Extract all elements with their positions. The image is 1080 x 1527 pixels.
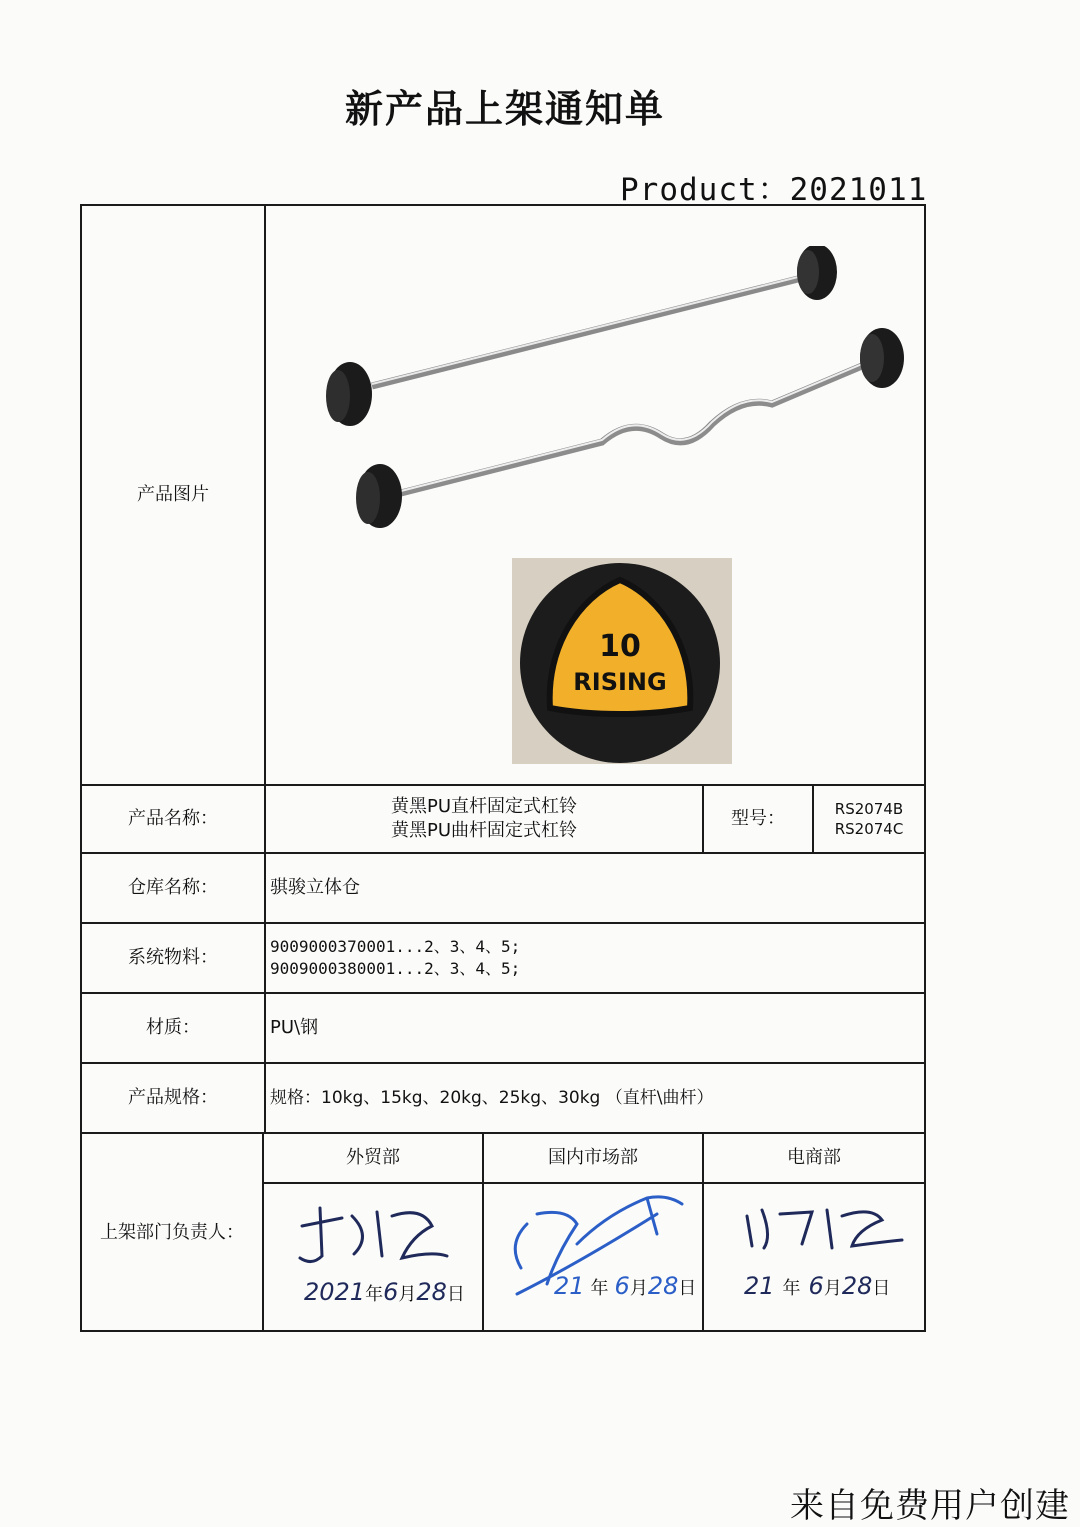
date-year: 2021 <box>304 1278 366 1306</box>
date-year: 21 <box>744 1272 775 1300</box>
product-name-label: 产品名称： <box>128 807 218 829</box>
spec-label: 产品规格： <box>128 1086 218 1108</box>
plate-closeup-photo <box>512 558 732 764</box>
date-ecommerce <box>744 1272 890 1300</box>
date-day: 28 <box>841 1272 873 1300</box>
model-straight: RS2074B <box>834 799 904 818</box>
date-foreign-trade <box>304 1278 465 1306</box>
material-code-curl: 9009000380001...2、3、4、5; <box>270 959 521 978</box>
dept-ecommerce: 电商部 <box>787 1146 841 1168</box>
date-year-char: 年 <box>590 1278 609 1299</box>
material-code-straight: 9009000370001...2、3、4、5; <box>270 937 521 957</box>
date-month: 6 <box>808 1272 824 1300</box>
date-month-char: 月 <box>823 1278 842 1299</box>
barbell-photo <box>302 246 922 556</box>
model-curl: RS2074C <box>834 820 904 838</box>
product-name-curl: 黄黑PU曲杆固定式杠铃 <box>390 820 578 841</box>
notice-table <box>80 204 926 1332</box>
footer-watermark: 来自免费用户创建 <box>790 1486 1070 1526</box>
signature-ecommerce <box>732 1196 922 1256</box>
signoff-label: 上架部门负责人： <box>100 1221 244 1243</box>
product-number: Product：2021011 <box>620 172 928 208</box>
plate-brand: RISING <box>573 668 667 696</box>
date-month: 6 <box>614 1272 630 1300</box>
warehouse-value: 骐骏立体仓 <box>270 876 360 898</box>
signature-foreign-trade <box>282 1196 472 1276</box>
date-year: 21 <box>554 1272 585 1300</box>
date-year-char: 年 <box>782 1278 801 1299</box>
date-month-char: 月 <box>398 1284 417 1305</box>
product-name-straight: 黄黑PU直杆固定式杠铃 <box>390 795 578 817</box>
date-day-char: 日 <box>446 1284 465 1305</box>
date-month: 6 <box>383 1278 399 1306</box>
dept-domestic-market: 国内市场部 <box>548 1146 638 1168</box>
material-value: PU\钢 <box>270 1016 319 1038</box>
date-day-char: 日 <box>678 1278 697 1299</box>
date-month-char: 月 <box>629 1278 648 1299</box>
date-domestic-market <box>554 1272 696 1300</box>
date-year-char: 年 <box>365 1284 384 1305</box>
date-day-char: 日 <box>872 1278 891 1299</box>
dept-foreign-trade: 外贸部 <box>346 1146 400 1168</box>
warehouse-label: 仓库名称： <box>128 876 218 898</box>
material-label: 材质： <box>146 1016 200 1038</box>
model-values <box>814 786 924 852</box>
plate-weight: 10 <box>599 629 641 664</box>
product-name-values <box>266 786 702 852</box>
material-codes <box>270 924 920 992</box>
product-image-label: 产品图片 <box>137 483 209 505</box>
material-codes-label: 系统物料： <box>128 946 218 968</box>
date-day: 28 <box>416 1278 447 1306</box>
page-title: 新产品上架通知单 <box>344 87 665 131</box>
date-day: 28 <box>647 1272 679 1300</box>
spec-value: 规格：10kg、15kg、20kg、25kg、30kg （直杆\曲杆） <box>270 1087 714 1108</box>
model-label: 型号： <box>731 807 785 829</box>
